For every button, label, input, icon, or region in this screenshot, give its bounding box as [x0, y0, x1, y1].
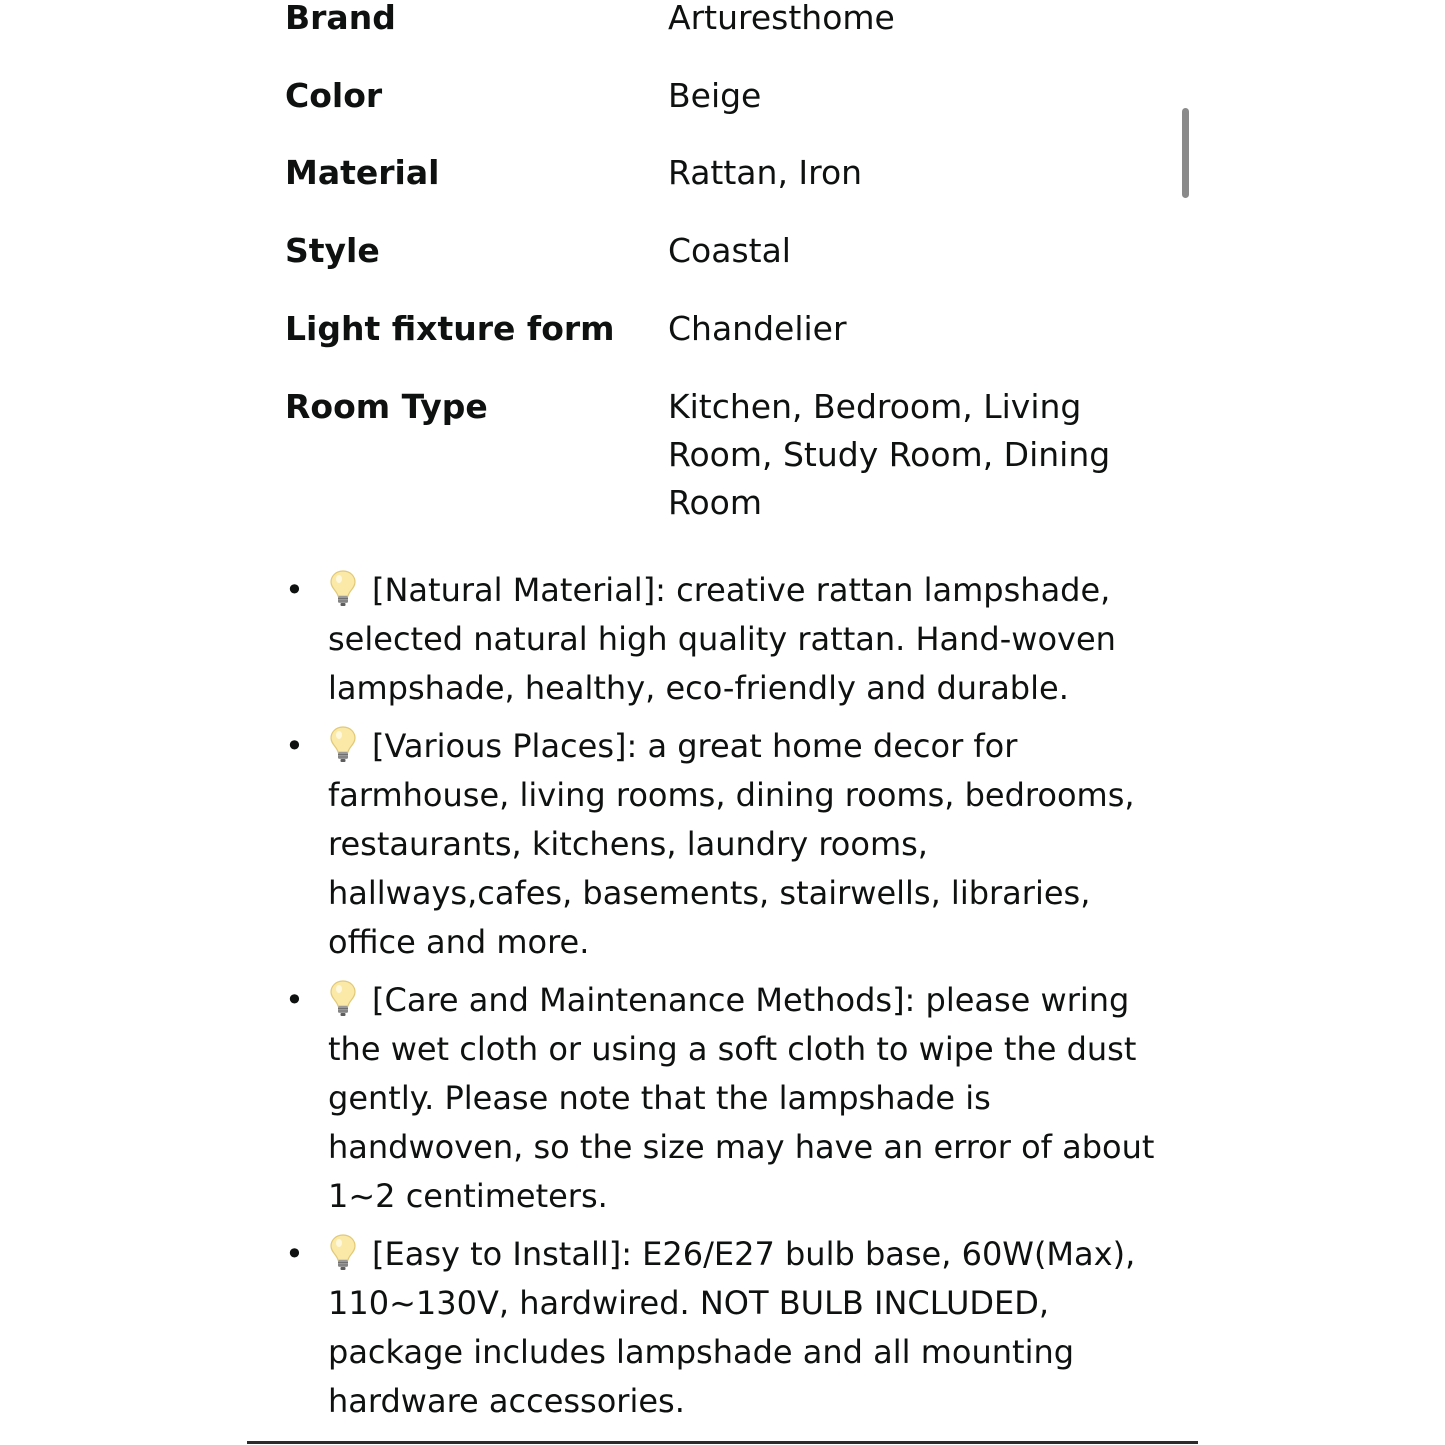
light-bulb-icon — [328, 1233, 358, 1271]
spec-label: Material — [285, 153, 440, 192]
spec-value: Chandelier — [668, 309, 847, 348]
light-bulb-icon — [328, 979, 358, 1017]
bullet-dot: • — [285, 571, 304, 609]
light-bulb-icon — [328, 725, 358, 763]
feature-bullet-text: [Natural Material]: creative rattan lampshade, selected natural high quality rattan. Hand-woven lampshade, healthy, eco-friendly and durable. — [328, 571, 1116, 707]
bottom-divider — [247, 1441, 1198, 1444]
spec-value: Coastal — [668, 231, 791, 270]
scrollbar-thumb[interactable] — [1182, 108, 1189, 198]
feature-bullet — [247, 976, 1168, 1221]
feature-bullet-text: [Care and Maintenance Methods]: please wring the wet cloth or using a soft cloth to wipe the dust gently. Please note that the lampshade is handwoven, so the size may have an error of about 1~2 centimeters. — [328, 981, 1155, 1215]
spec-label: Room Type — [285, 387, 488, 426]
bullet-dot: • — [285, 727, 304, 765]
spec-label: Light fixture form — [285, 309, 615, 348]
feature-bullet — [247, 566, 1168, 713]
spec-value: Kitchen, Bedroom, Living Room, Study Room, Dining Room — [668, 387, 1111, 522]
feature-bullet-text: [Easy to Install]: E26/E27 bulb base, 60W(Max), 110~130V, hardwired. NOT BULB INCLUDED, package includes lampshade and all mounting hardware accessories. — [328, 1235, 1136, 1420]
spec-value: Arturesthome — [668, 0, 895, 37]
feature-bullet — [247, 722, 1168, 967]
spec-value: Beige — [668, 76, 762, 115]
bullet-dot: • — [285, 981, 304, 1019]
light-bulb-icon — [328, 569, 358, 607]
bullet-dot: • — [285, 1235, 304, 1273]
product-details-screen — [247, 0, 1198, 1445]
spec-value: Rattan, Iron — [668, 153, 863, 192]
spec-label: Brand — [285, 0, 396, 37]
feature-bullet — [247, 1230, 1168, 1426]
feature-bullet-text: [Various Places]: a great home decor for farmhouse, living rooms, dining rooms, bedrooms, restaurants, kitchens, laundry rooms, hallways,cafes, basements, stairwells, libraries, office and more. — [328, 727, 1135, 961]
feature-bullet-list — [247, 566, 1198, 1435]
spec-label: Style — [285, 231, 380, 270]
spec-label: Color — [285, 76, 383, 115]
